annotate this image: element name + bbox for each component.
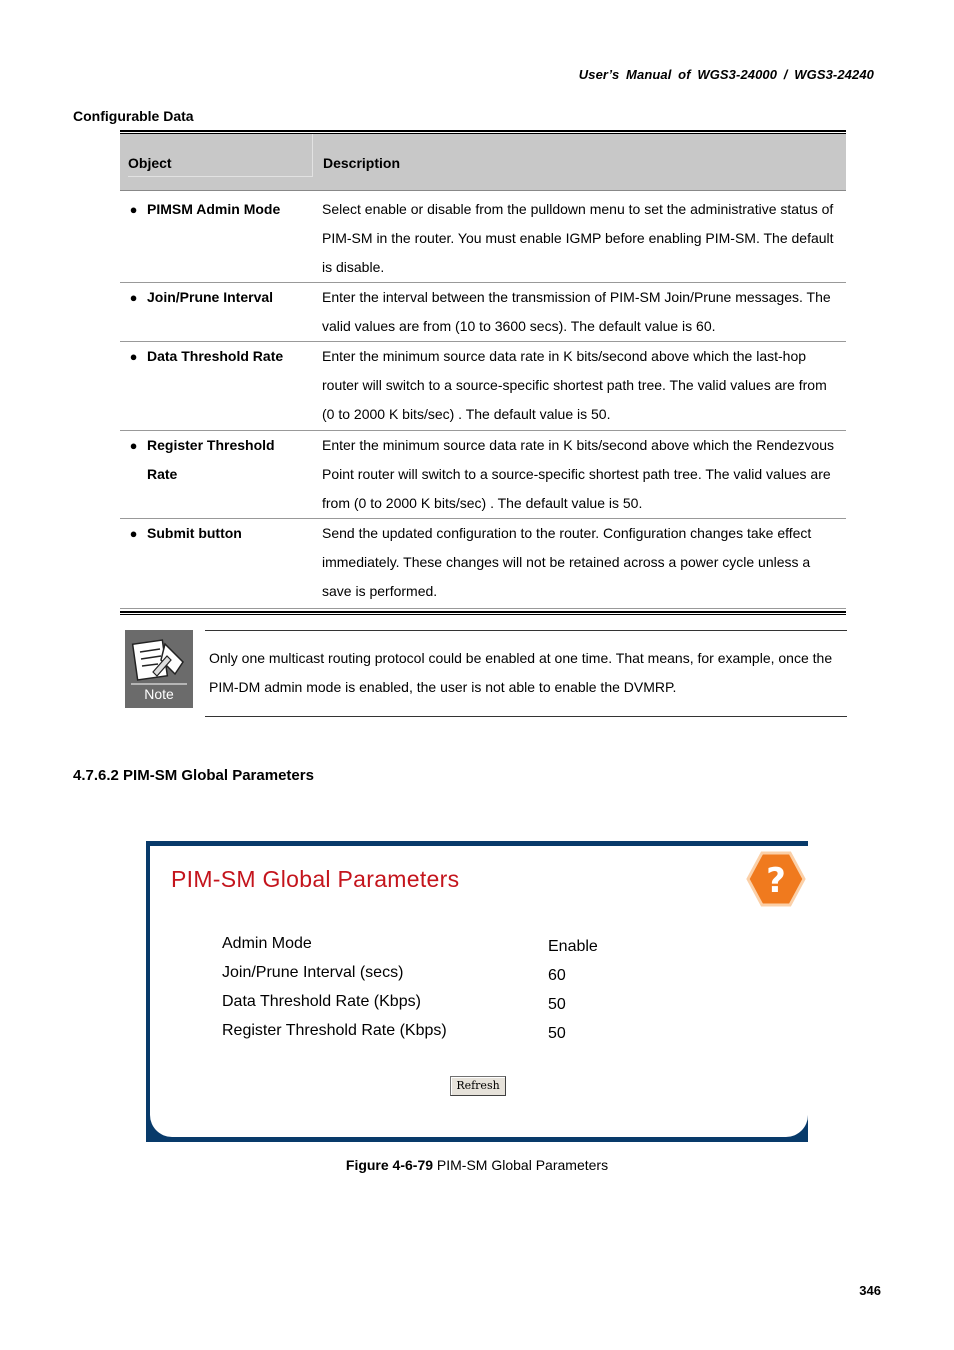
param-value-data-threshold-rate: 50 <box>548 996 566 1013</box>
note-icon-label: Note <box>144 686 174 702</box>
bullet-icon: ● <box>129 349 138 364</box>
header-object: Object <box>128 134 313 177</box>
param-label-join-prune-interval: Join/Prune Interval (secs) <box>222 964 404 981</box>
row-object: Join/Prune Interval <box>147 289 274 305</box>
row-object: PIMSM Admin Mode <box>147 201 281 217</box>
row-object: Submit button <box>147 525 242 541</box>
pimsm-screenshot-panel <box>146 841 808 1142</box>
param-value-admin-mode: Enable <box>548 938 598 955</box>
param-label-register-threshold-rate: Register Threshold Rate (Kbps) <box>222 1022 447 1039</box>
note-text: Only one multicast routing protocol could be enabled at one time. That means, for example, once the PIM-DM admin mode is enabled, the user is not able to enable the DVMRP. <box>209 650 833 695</box>
refresh-button[interactable]: Refresh <box>450 1076 506 1096</box>
row-description: Send the updated configuration to the router. Configuration changes take effect immediately. These changes will not be retained across a power cycle unless a save is performed. <box>322 525 812 599</box>
panel-content <box>150 846 808 1137</box>
configurable-data-table <box>120 130 846 615</box>
panel-title: PIM-SM Global Parameters <box>171 866 460 892</box>
bullet-icon: ● <box>129 526 138 541</box>
row-description: Enter the minimum source data rate in K bits/second above which the Rendezvous Point router will switch to a source-specific shortest path tree. The valid values are from (0 to 2000 K bits/sec) . The default value is 50. <box>322 437 835 511</box>
section-label: Configurable Data <box>73 108 194 124</box>
help-icon[interactable] <box>746 851 806 907</box>
svg-text:?: ? <box>766 861 786 901</box>
row-object: Data Threshold Rate <box>147 348 284 364</box>
param-label-data-threshold-rate: Data Threshold Rate (Kbps) <box>222 993 421 1010</box>
param-value-join-prune-interval: 60 <box>548 967 566 984</box>
header-title: User’s Manual of WGS3-24000 / WGS3-24240 <box>578 67 874 82</box>
note-top-rule <box>205 630 847 631</box>
bullet-icon: ● <box>129 438 138 453</box>
caption-text: PIM-SM Global Parameters <box>433 1157 609 1173</box>
row-description: Enter the minimum source data rate in K bits/second above which the last-hop router will switch to a source-specific shortest path tree. The valid values are from (0 to 2000 K bits/sec) . The default value is 50. <box>322 348 827 422</box>
figure-caption <box>0 1157 954 1173</box>
table-row <box>120 519 846 609</box>
note-bottom-rule <box>205 716 847 717</box>
table-row <box>120 431 846 519</box>
row-description: Enter the interval between the transmission of PIM-SM Join/Prune messages. The valid values are from (10 to 3600 secs). The default value is 60. <box>322 289 831 334</box>
header-description: Description <box>323 155 401 171</box>
bullet-icon: ● <box>129 202 138 217</box>
table-header <box>120 134 846 191</box>
page-number: 346 <box>859 1283 881 1298</box>
bullet-icon: ● <box>129 290 138 305</box>
param-label-admin-mode: Admin Mode <box>222 935 312 952</box>
table-row <box>120 283 846 342</box>
note-icon <box>125 630 193 708</box>
table-row <box>120 191 846 283</box>
table-row <box>120 342 846 431</box>
table-bottom-rule <box>120 611 846 615</box>
caption-label: Figure 4-6-79 <box>345 1157 434 1173</box>
row-description: Select enable or disable from the pulldown menu to set the administrative status of PIM-SM in the router. You must enable IGMP before enabling PIM-SM. The default is disable. <box>322 201 834 275</box>
row-object: Register Threshold Rate <box>147 437 275 482</box>
param-value-register-threshold-rate: 50 <box>548 1025 566 1042</box>
subsection-title: 4.7.6.2 PIM-SM Global Parameters <box>73 767 314 784</box>
